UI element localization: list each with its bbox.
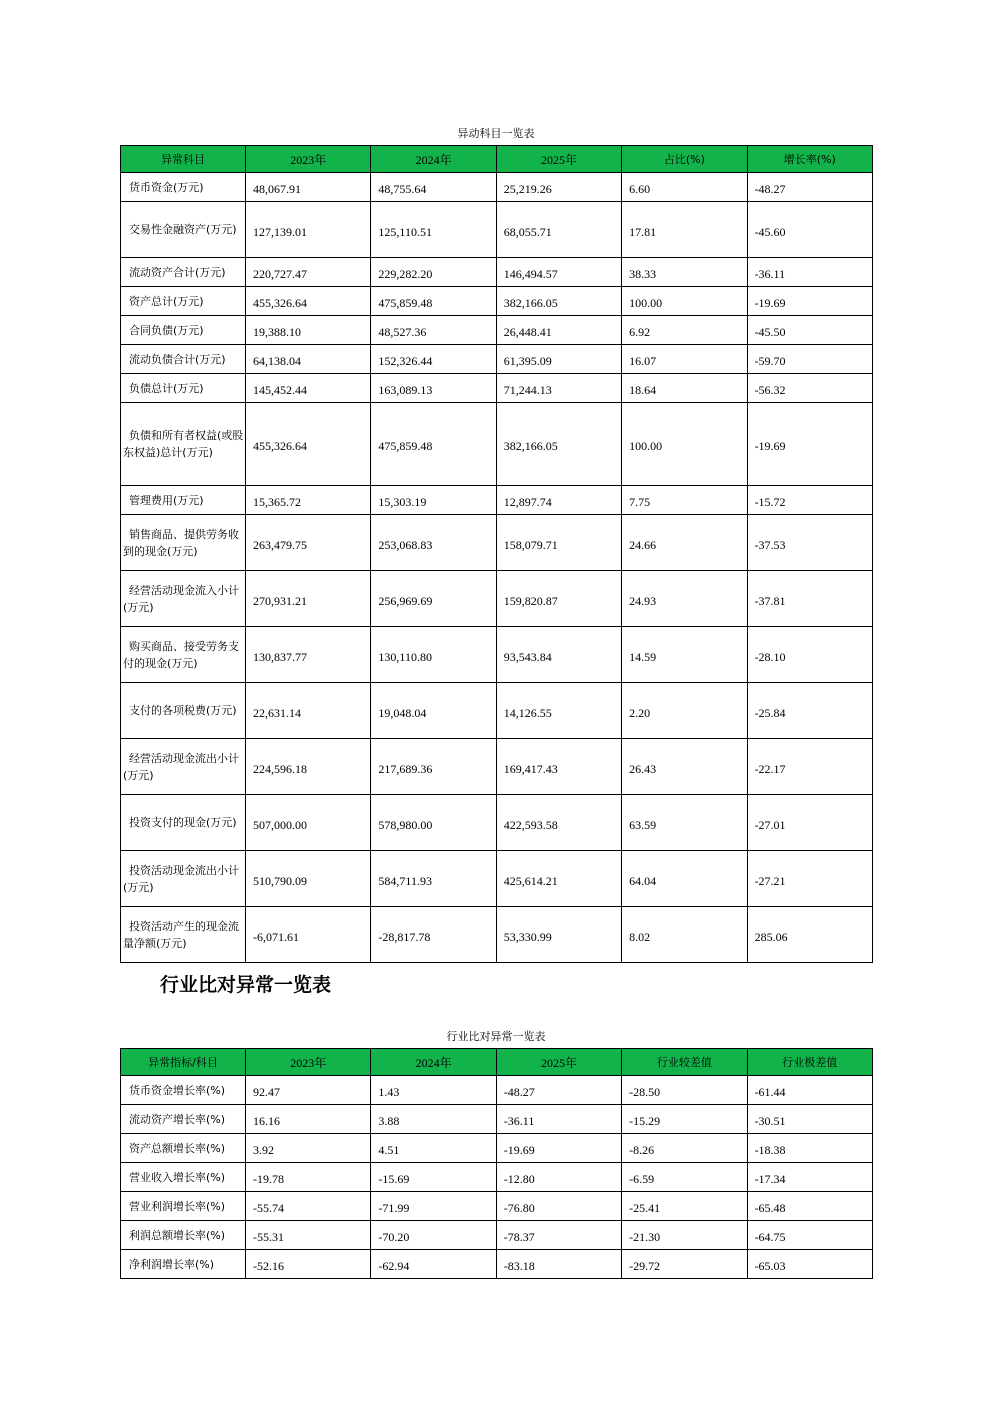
table-cell: -30.51 [747, 1105, 872, 1134]
table-row [121, 683, 873, 739]
table-cell: 19,388.10 [246, 316, 371, 345]
table-cell: 64,138.04 [246, 345, 371, 374]
row-label: 支付的各项税费(万元) [121, 683, 246, 739]
table-cell: -76.80 [496, 1192, 621, 1221]
table-cell: -27.01 [747, 795, 872, 851]
table-row [121, 486, 873, 515]
table-cell: 159,820.87 [496, 571, 621, 627]
table-cell: 48,755.64 [371, 173, 496, 202]
row-label: 货币资金(万元) [121, 173, 246, 202]
table-cell: -15.69 [371, 1163, 496, 1192]
table-cell: 475,859.48 [371, 287, 496, 316]
row-label: 资产总计(万元) [121, 287, 246, 316]
table-cell: 475,859.48 [371, 403, 496, 486]
table-cell: 270,931.21 [246, 571, 371, 627]
table-cell: -21.30 [622, 1221, 747, 1250]
row-label: 投资活动产生的现金流量净额(万元) [121, 907, 246, 963]
row-label: 经营活动现金流出小计(万元) [121, 739, 246, 795]
table-cell: 53,330.99 [496, 907, 621, 963]
table-cell: -19.69 [747, 403, 872, 486]
table-row [121, 851, 873, 907]
column-header: 2024年 [371, 146, 496, 173]
table-cell: 382,166.05 [496, 287, 621, 316]
table-cell: 145,452.44 [246, 374, 371, 403]
table-cell: 4.51 [371, 1134, 496, 1163]
table-row [121, 1105, 873, 1134]
table-cell: -6.59 [622, 1163, 747, 1192]
table-cell: 455,326.64 [246, 403, 371, 486]
table-cell: 38.33 [622, 258, 747, 287]
table-cell: 48,067.91 [246, 173, 371, 202]
column-header: 2025年 [496, 146, 621, 173]
table-cell: -28,817.78 [371, 907, 496, 963]
table-cell: -65.03 [747, 1250, 872, 1279]
table-cell: -71.99 [371, 1192, 496, 1221]
table-cell: 3.88 [371, 1105, 496, 1134]
column-header: 2023年 [246, 1049, 371, 1076]
table-cell: -64.75 [747, 1221, 872, 1250]
column-header: 异常科目 [121, 146, 246, 173]
table-cell: 158,079.71 [496, 515, 621, 571]
table-cell: 1.43 [371, 1076, 496, 1105]
table-cell: 19,048.04 [371, 683, 496, 739]
table-cell: 510,790.09 [246, 851, 371, 907]
table-cell: -78.37 [496, 1221, 621, 1250]
table-row [121, 1134, 873, 1163]
table-cell: -27.21 [747, 851, 872, 907]
table-cell: 24.66 [622, 515, 747, 571]
column-header: 行业极差值 [747, 1049, 872, 1076]
table-cell: 6.60 [622, 173, 747, 202]
table-row [121, 202, 873, 258]
table-cell: 125,110.51 [371, 202, 496, 258]
table-cell: 6.92 [622, 316, 747, 345]
table-cell: -17.34 [747, 1163, 872, 1192]
table-row [121, 173, 873, 202]
table-cell: 14.59 [622, 627, 747, 683]
table-cell: -28.50 [622, 1076, 747, 1105]
table-row [121, 374, 873, 403]
table-cell: 64.04 [622, 851, 747, 907]
table-cell: -36.11 [496, 1105, 621, 1134]
table-cell: 92.47 [246, 1076, 371, 1105]
row-label: 负债和所有者权益(或股东权益)总计(万元) [121, 403, 246, 486]
table1-caption: 异动科目一览表 [457, 127, 535, 140]
row-label: 销售商品、提供劳务收到的现金(万元) [121, 515, 246, 571]
table-cell: 422,593.58 [496, 795, 621, 851]
table-row [121, 1250, 873, 1279]
table-cell: 26,448.41 [496, 316, 621, 345]
anomaly-accounts-table [120, 145, 873, 963]
table-row [121, 1192, 873, 1221]
table-cell: 455,326.64 [246, 287, 371, 316]
table-row [121, 907, 873, 963]
table-cell: -55.31 [246, 1221, 371, 1250]
table-cell: -18.38 [747, 1134, 872, 1163]
table-cell: -65.48 [747, 1192, 872, 1221]
table-cell: 93,543.84 [496, 627, 621, 683]
table-row [121, 287, 873, 316]
table-row [121, 571, 873, 627]
row-label: 流动资产增长率(%) [121, 1105, 246, 1134]
table-header-row [121, 146, 873, 173]
table-cell: 578,980.00 [371, 795, 496, 851]
column-header: 2024年 [371, 1049, 496, 1076]
table-row [121, 1163, 873, 1192]
table-cell: 263,479.75 [246, 515, 371, 571]
table-cell: -19.69 [496, 1134, 621, 1163]
column-header: 占比(%) [622, 146, 747, 173]
row-label: 管理费用(万元) [121, 486, 246, 515]
row-label: 流动负债合计(万元) [121, 345, 246, 374]
table-cell: -19.78 [246, 1163, 371, 1192]
table-cell: 63.59 [622, 795, 747, 851]
table-cell: 163,089.13 [371, 374, 496, 403]
table-cell: 22,631.14 [246, 683, 371, 739]
table-cell: 26.43 [622, 739, 747, 795]
column-header: 增长率(%) [747, 146, 872, 173]
table-cell: 285.06 [747, 907, 872, 963]
table-cell: -25.41 [622, 1192, 747, 1221]
table-cell: -36.11 [747, 258, 872, 287]
table-row [121, 515, 873, 571]
table-row [121, 1076, 873, 1105]
table-cell: -37.81 [747, 571, 872, 627]
row-label: 负债总计(万元) [121, 374, 246, 403]
table-cell: 220,727.47 [246, 258, 371, 287]
table-cell: -15.29 [622, 1105, 747, 1134]
table-cell: -52.16 [246, 1250, 371, 1279]
row-label: 资产总额增长率(%) [121, 1134, 246, 1163]
row-label: 投资活动现金流出小计(万元) [121, 851, 246, 907]
table-row [121, 316, 873, 345]
table-cell: -19.69 [747, 287, 872, 316]
table-cell: -59.70 [747, 345, 872, 374]
table-cell: 253,068.83 [371, 515, 496, 571]
table2-caption: 行业比对异常一览表 [446, 1030, 546, 1043]
table-cell: 3.92 [246, 1134, 371, 1163]
table-cell: -37.53 [747, 515, 872, 571]
table-cell: 127,139.01 [246, 202, 371, 258]
table-cell: 14,126.55 [496, 683, 621, 739]
table-cell: 61,395.09 [496, 345, 621, 374]
row-label: 合同负债(万元) [121, 316, 246, 345]
table-cell: 152,326.44 [371, 345, 496, 374]
table-cell: -6,071.61 [246, 907, 371, 963]
table-cell: 12,897.74 [496, 486, 621, 515]
row-label: 经营活动现金流入小计(万元) [121, 571, 246, 627]
table-cell: 382,166.05 [496, 403, 621, 486]
row-label: 交易性金融资产(万元) [121, 202, 246, 258]
column-header: 2023年 [246, 146, 371, 173]
table-cell: 229,282.20 [371, 258, 496, 287]
table-cell: -25.84 [747, 683, 872, 739]
table-cell: -56.32 [747, 374, 872, 403]
table-cell: 2.20 [622, 683, 747, 739]
table-cell: 15,365.72 [246, 486, 371, 515]
table-cell: 100.00 [622, 403, 747, 486]
column-header: 行业较差值 [622, 1049, 747, 1076]
table-cell: 217,689.36 [371, 739, 496, 795]
row-label: 流动资产合计(万元) [121, 258, 246, 287]
table-row [121, 795, 873, 851]
table-cell: -62.94 [371, 1250, 496, 1279]
table-cell: 68,055.71 [496, 202, 621, 258]
table-cell: 507,000.00 [246, 795, 371, 851]
table-cell: -48.27 [747, 173, 872, 202]
table-cell: 224,596.18 [246, 739, 371, 795]
table-cell: 100.00 [622, 287, 747, 316]
table-cell: -48.27 [496, 1076, 621, 1105]
table-cell: 8.02 [622, 907, 747, 963]
table-cell: 584,711.93 [371, 851, 496, 907]
table-row [121, 403, 873, 486]
table-cell: -29.72 [622, 1250, 747, 1279]
table-cell: -22.17 [747, 739, 872, 795]
row-label: 营业收入增长率(%) [121, 1163, 246, 1192]
industry-comparison-table [120, 1048, 873, 1279]
table-cell: -15.72 [747, 486, 872, 515]
table-cell: 48,527.36 [371, 316, 496, 345]
table-cell: 15,303.19 [371, 486, 496, 515]
table-cell: 425,614.21 [496, 851, 621, 907]
table-cell: 16.16 [246, 1105, 371, 1134]
table-cell: 130,110.80 [371, 627, 496, 683]
row-label: 利润总额增长率(%) [121, 1221, 246, 1250]
row-label: 货币资金增长率(%) [121, 1076, 246, 1105]
row-label: 购买商品、接受劳务支付的现金(万元) [121, 627, 246, 683]
table-row [121, 258, 873, 287]
table-cell: 24.93 [622, 571, 747, 627]
table-header-row [121, 1049, 873, 1076]
table-cell: 17.81 [622, 202, 747, 258]
table-row [121, 739, 873, 795]
table-cell: -61.44 [747, 1076, 872, 1105]
table-cell: -8.26 [622, 1134, 747, 1163]
table-row [121, 345, 873, 374]
column-header: 2025年 [496, 1049, 621, 1076]
row-label: 营业利润增长率(%) [121, 1192, 246, 1221]
table-cell: 18.64 [622, 374, 747, 403]
column-header: 异常指标/科目 [121, 1049, 246, 1076]
section-heading: 行业比对异常一览表 [160, 974, 332, 996]
table-cell: -55.74 [246, 1192, 371, 1221]
row-label: 净利润增长率(%) [121, 1250, 246, 1279]
table-cell: 7.75 [622, 486, 747, 515]
table-cell: -70.20 [371, 1221, 496, 1250]
table-cell: -12.80 [496, 1163, 621, 1192]
table-row [121, 1221, 873, 1250]
table-row [121, 627, 873, 683]
table-cell: -28.10 [747, 627, 872, 683]
table-cell: 169,417.43 [496, 739, 621, 795]
table-cell: 16.07 [622, 345, 747, 374]
table-cell: -45.50 [747, 316, 872, 345]
table-cell: 130,837.77 [246, 627, 371, 683]
table-cell: -83.18 [496, 1250, 621, 1279]
table-cell: 256,969.69 [371, 571, 496, 627]
row-label: 投资支付的现金(万元) [121, 795, 246, 851]
table-cell: -45.60 [747, 202, 872, 258]
table-cell: 25,219.26 [496, 173, 621, 202]
table-cell: 71,244.13 [496, 374, 621, 403]
table-cell: 146,494.57 [496, 258, 621, 287]
